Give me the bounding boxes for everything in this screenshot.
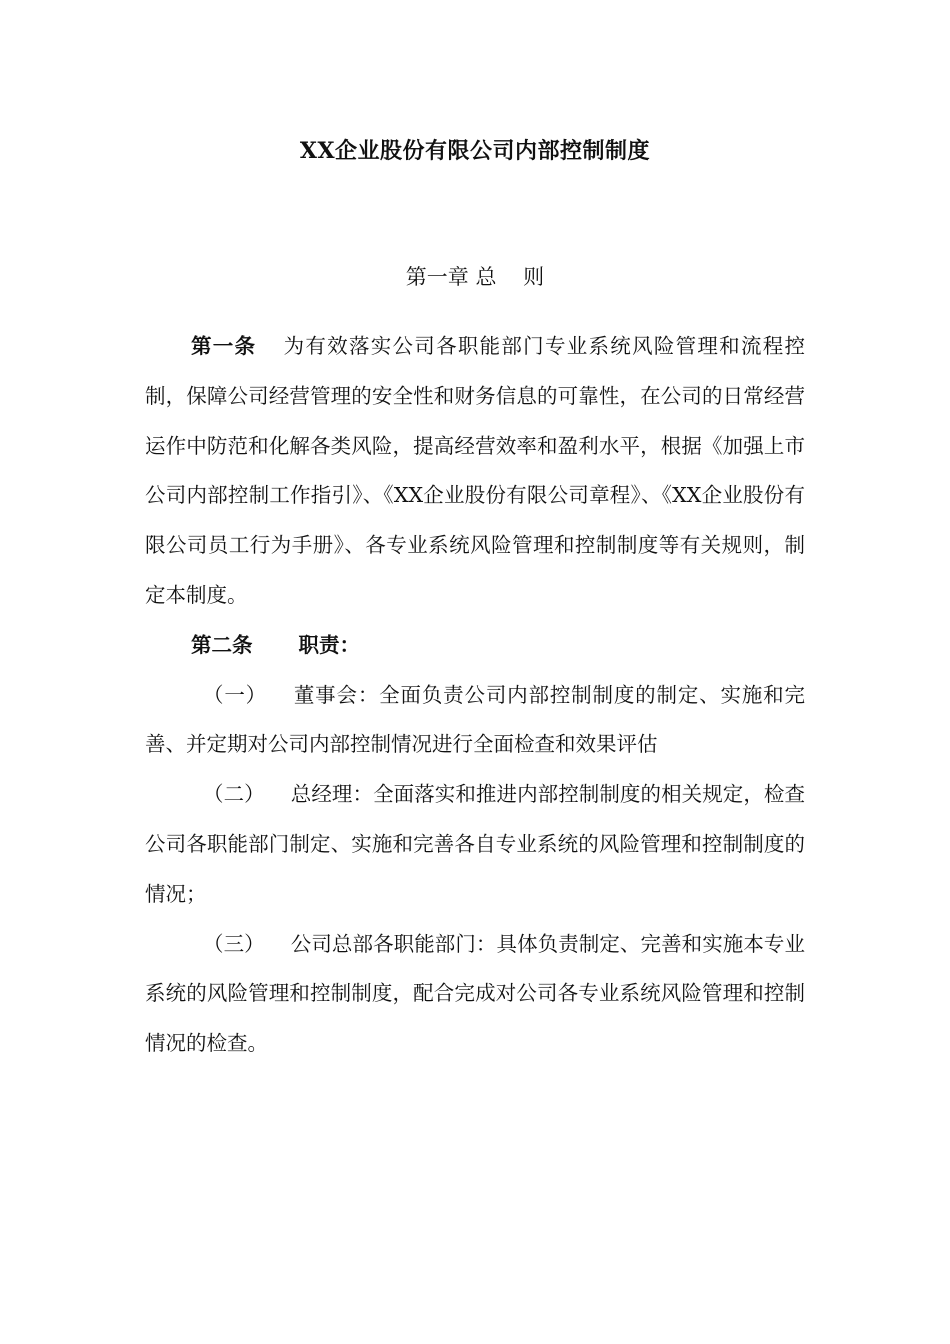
duty-item-2 <box>145 770 805 919</box>
duty-item-2-text: 总经理：全面落实和推进内部控制制度的相关规定，检查公司各职能部门制定、实施和完善各自专业系统的风险管理和控制制度的情况； <box>145 782 806 906</box>
duty-item-1-marker: （一） <box>203 682 267 707</box>
duty-item-1-text: 董事会：全面负责公司内部控制制度的制定、实施和完善、并定期对公司内部控制情况进行全面检查和效果评估 <box>145 682 805 757</box>
article-2 <box>145 621 805 671</box>
chapter-title: 第一章 总 则 <box>405 265 545 289</box>
duty-item-3 <box>145 920 805 1069</box>
article-1 <box>145 322 805 621</box>
duty-item-3-marker: （三） <box>203 931 265 956</box>
article-2-label: 第二条 <box>191 632 253 657</box>
duty-item-1 <box>145 671 805 771</box>
article-1-text: 为有效落实公司各职能部门专业系统风险管理和流程控制，保障公司经营管理的安全性和财务信息的可靠性，在公司的日常经营运作中防范和化解各类风险，提高经营效率和盈利水平，根据《加强上市公司内部控制工作指引》、《XX企业股份有限公司章程》、《XX企业股份有限公司员工行为手册》、各专业系统风险管理和控制制度等有关规则，制定本制度。 <box>145 334 806 607</box>
duty-item-3-text: 公司总部各职能部门：具体负责制定、完善和实施本专业系统的风险管理和控制制度，配合完成对公司各专业系统风险管理和控制情况的检查。 <box>145 931 806 1056</box>
duty-item-2-marker: （二） <box>203 782 265 807</box>
document-body <box>145 322 805 1069</box>
article-2-heading: 职责： <box>298 632 360 657</box>
document-title: XX企业股份有限公司内部控制制度 <box>299 138 651 164</box>
article-1-label: 第一条 <box>191 334 257 358</box>
